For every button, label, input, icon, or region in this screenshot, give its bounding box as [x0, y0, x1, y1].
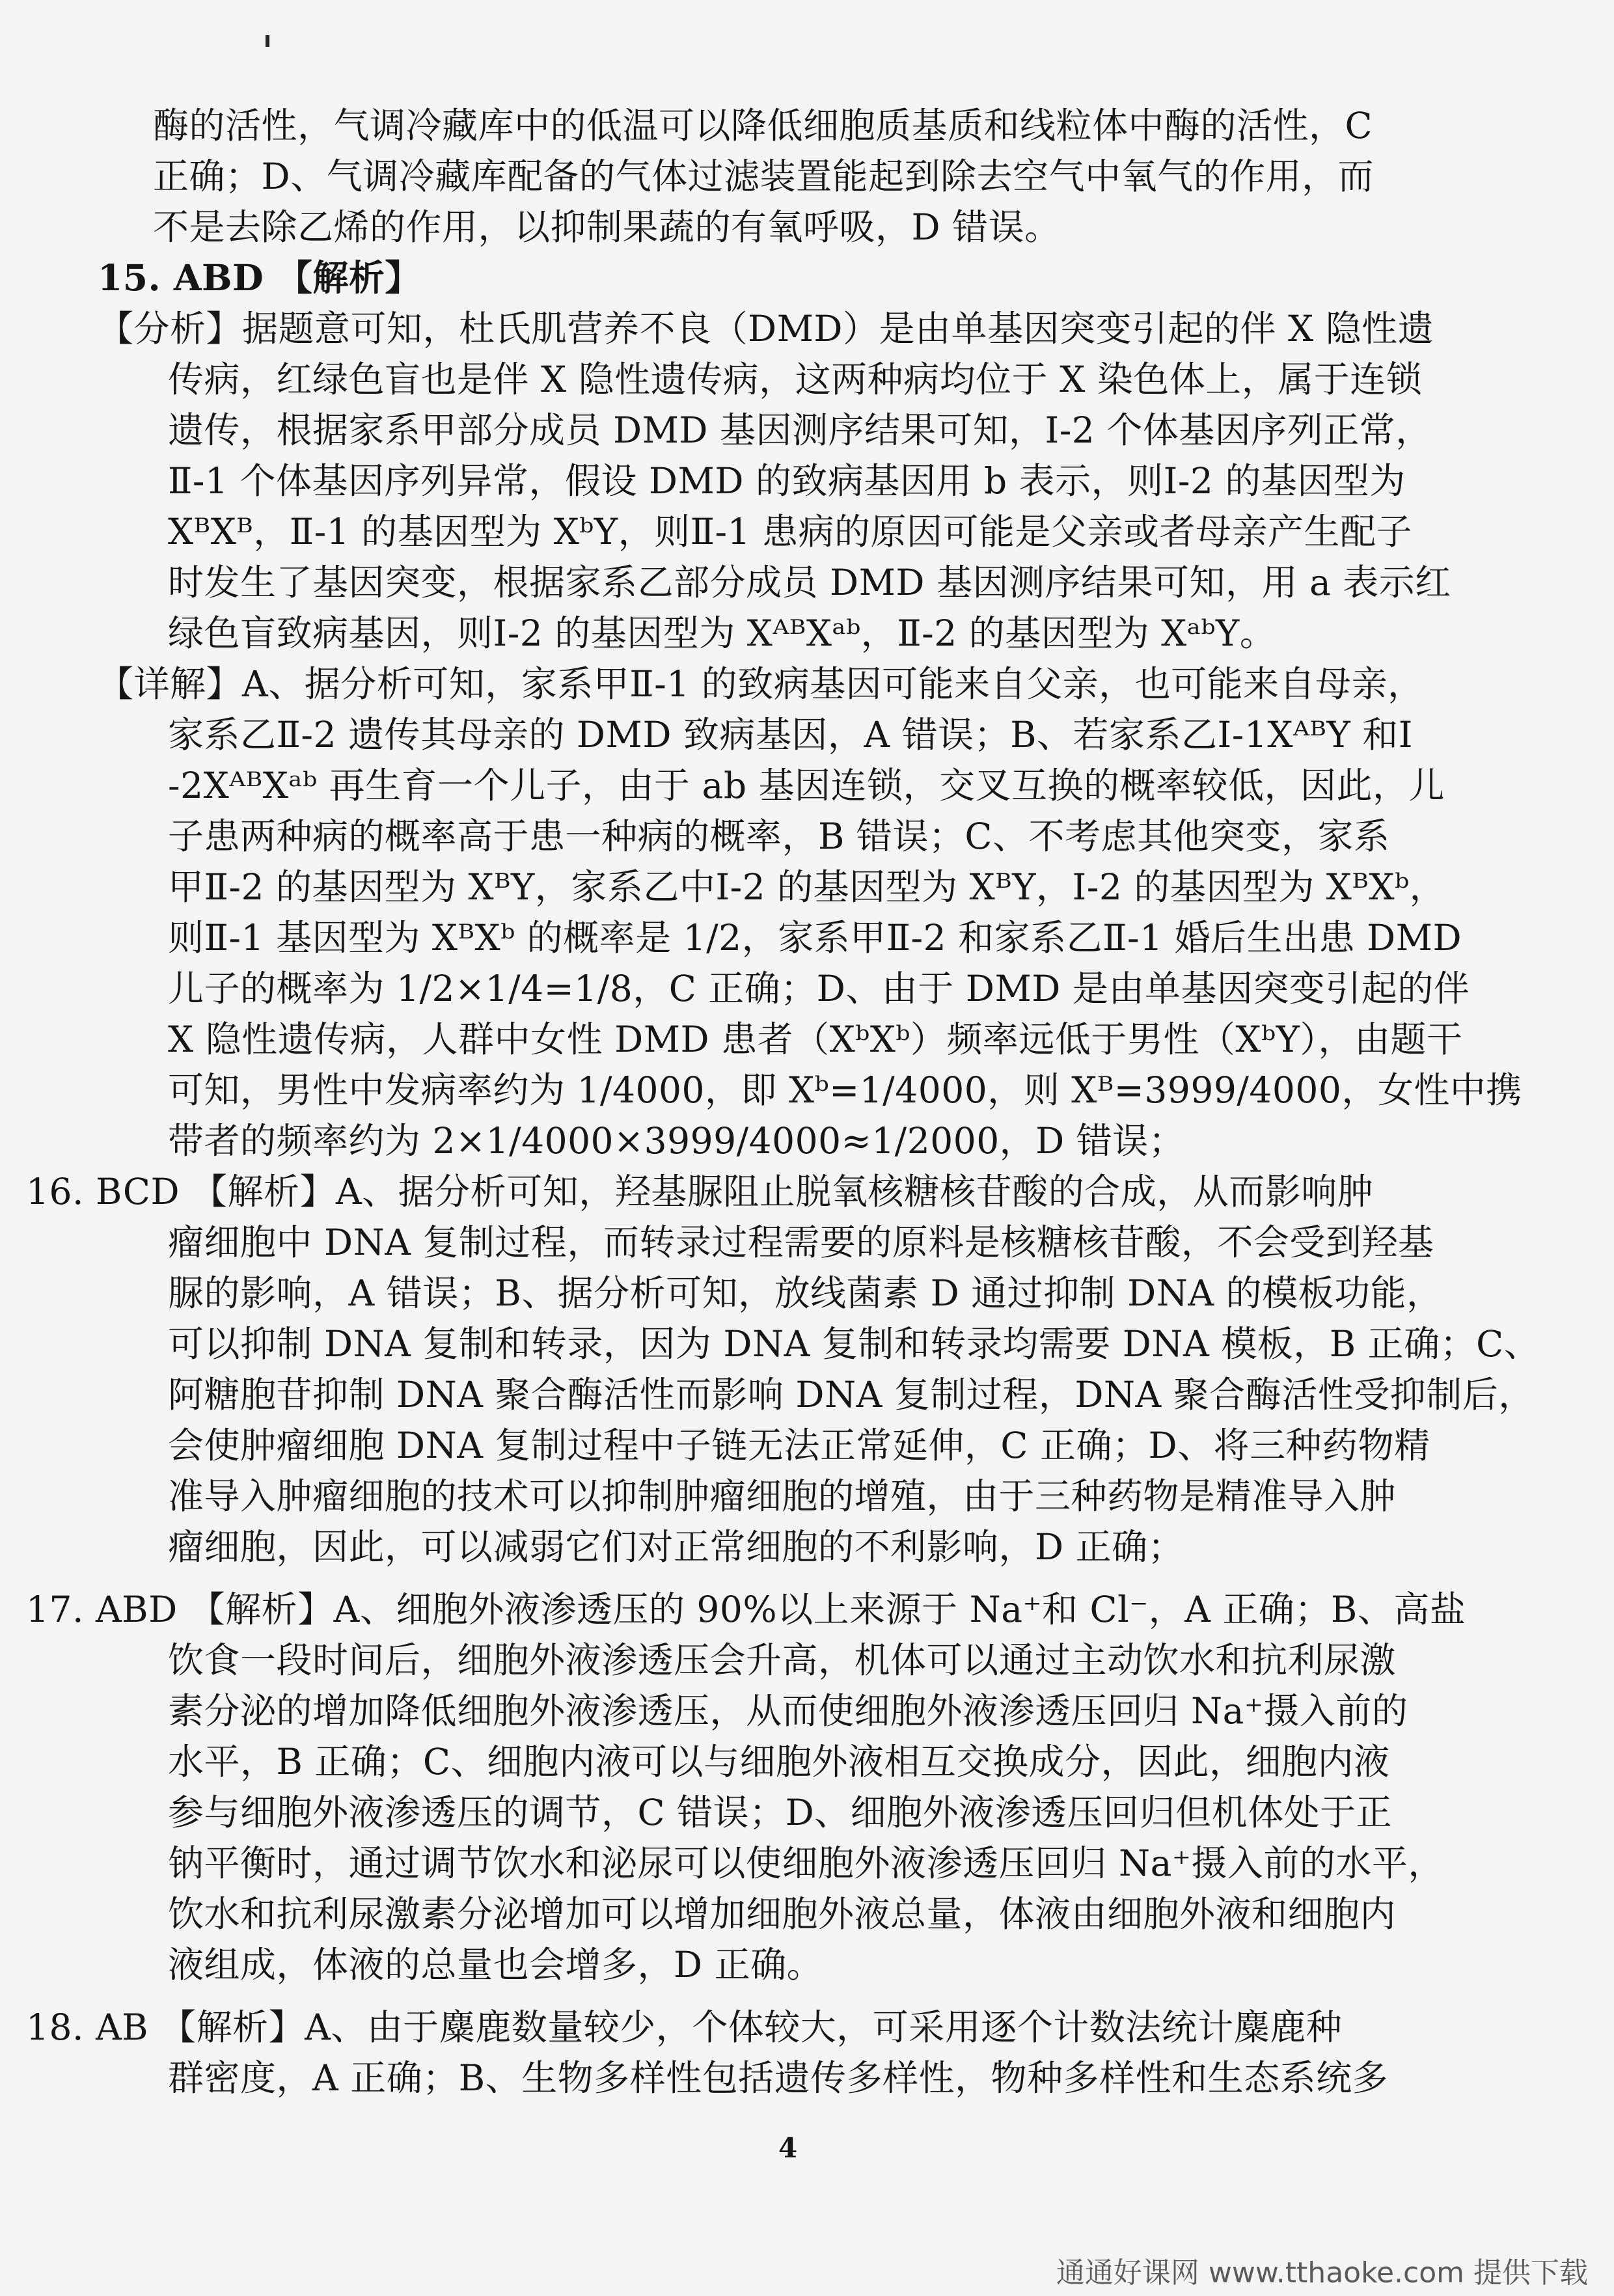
text-line: 正确；D、气调冷藏库配备的气体过滤装置能起到除去空气中氧气的作用，而	[153, 156, 1375, 197]
text-line: 脲的影响，A 错误；B、据分析可知，放线菌素 D 通过抑制 DNA 的模板功能，	[168, 1272, 1443, 1314]
text-line: 阿糖胞苷抑制 DNA 聚合酶活性而影响 DNA 复制过程，DNA 聚合酶活性受抑制后，	[168, 1374, 1535, 1415]
text-line: 带者的频率约为 2×1/4000×3999/4000≈1/2000，D 错误；	[168, 1120, 1185, 1162]
text-line: 酶的活性，气调冷藏库中的低温可以降低细胞质基质和线粒体中酶的活性，C	[153, 105, 1373, 146]
text-line: 会使肿瘤细胞 DNA 复制过程中子链无法正常延伸，C 正确；D、将三种药物精	[168, 1425, 1430, 1466]
text-line: 参与细胞外液渗透压的调节，C 错误；D、细胞外液渗透压回归但机体处于正	[168, 1792, 1393, 1833]
text-line: 饮食一段时间后，细胞外液渗透压会升高，机体可以通过主动饮水和抗利尿激	[168, 1639, 1397, 1681]
text-line: 可知，男性中发病率约为 1/4000，即 Xᵇ=1/4000，则 Xᴮ=3999/4000，女性中携	[168, 1069, 1522, 1111]
text-line: 饮水和抗利尿激素分泌增加可以增加细胞外液总量，体液由细胞外液和细胞内	[168, 1893, 1397, 1935]
text-line: 瘤细胞，因此，可以减弱它们对正常细胞的不利影响，D 正确；	[168, 1526, 1184, 1568]
answer-16-heading: 16. BCD 【解析】A、据分析可知，羟基脲阻止脱氧核糖核苷酸的合成，从而影响肿	[26, 1171, 1374, 1212]
text-line: 甲Ⅱ-2 的基因型为 XᴮY，家系乙中Ⅰ-2 的基因型为 XᴮY，Ⅰ-2 的基因型为 XᴮXᵇ，	[168, 866, 1446, 908]
answer-17-heading: 17. ABD 【解析】A、细胞外液渗透压的 90%以上来源于 Na⁺和 Cl⁻，A 正确；B、高盐	[26, 1589, 1466, 1630]
text-line: 儿子的概率为 1/2×1/4=1/8，C 正确；D、由于 DMD 是由单基因突变引起的伴	[168, 968, 1470, 1009]
page-number: 4	[778, 2132, 798, 2164]
text-line: 遗传，根据家系甲部分成员 DMD 基因测序结果可知，Ⅰ-2 个体基因序列正常，	[168, 409, 1432, 451]
text-line: 钠平衡时，通过调节饮水和泌尿可以使细胞外液渗透压回归 Na⁺摄入前的水平，	[168, 1842, 1444, 1884]
text-line: 素分泌的增加降低细胞外液渗透压，从而使细胞外液渗透压回归 Na⁺摄入前的	[168, 1690, 1408, 1732]
text-line: 则Ⅱ-1 基因型为 XᴮXᵇ 的概率是 1/2，家系甲Ⅱ-2 和家系乙Ⅱ-1 婚后生出患 DMD	[168, 917, 1462, 959]
text-line: 时发生了基因突变，根据家系乙部分成员 DMD 基因测序结果可知，用 a 表示红	[168, 562, 1451, 603]
text-line: 准导入肿瘤细胞的技术可以抑制肿瘤细胞的增殖，由于三种药物是精准导入肿	[168, 1475, 1397, 1517]
text-line: 【分析】据题意可知，杜氏肌营养不良（DMD）是由单基因突变引起的伴 X 隐性遗	[98, 308, 1434, 349]
text-line: XᴮXᴮ，Ⅱ-1 的基因型为 XᵇY，则Ⅱ-1 患病的原因可能是父亲或者母亲产生配子	[168, 511, 1413, 553]
text-line: -2XᴬᴮXᵃᵇ 再生育一个儿子，由于 ab 基因连锁，交叉互换的概率较低，因此，儿	[168, 765, 1445, 806]
text-line: 家系乙Ⅱ-2 遗传其母亲的 DMD 致病基因，A 错误；B、若家系乙Ⅰ-1XᴬᴮY 和Ⅰ	[168, 714, 1413, 756]
text-line: 群密度，A 正确；B、生物多样性包括遗传多样性，物种多样性和生态系统多	[168, 2057, 1389, 2099]
text-line: 传病，红绿色盲也是伴 X 隐性遗传病，这两种病均位于 X 染色体上，属于连锁	[168, 359, 1423, 400]
text-line: X 隐性遗传病，人群中女性 DMD 患者（XᵇXᵇ）频率远低于男性（XᵇY），由题干	[168, 1018, 1463, 1060]
text-line: 子患两种病的概率高于患一种病的概率，B 错误；C、不考虑其他突变，家系	[168, 815, 1390, 857]
text-line: 可以抑制 DNA 复制和转录，因为 DNA 复制和转录均需要 DNA 模板，B 正确；C、	[168, 1323, 1540, 1365]
text-line: 【详解】A、据分析可知，家系甲Ⅱ-1 的致病基因可能来自父亲，也可能来自母亲，	[98, 663, 1424, 705]
text-line: Ⅱ-1 个体基因序列异常，假设 DMD 的致病基因用 b 表示，则Ⅰ-2 的基因型为	[168, 460, 1406, 502]
answer-18-heading: 18. AB 【解析】A、由于麋鹿数量较少，个体较大，可采用逐个计数法统计麋鹿种	[26, 2006, 1343, 2048]
answer-15-heading: 15. ABD 【解析】	[98, 256, 421, 299]
text-line: 液组成，体液的总量也会增多，D 正确。	[168, 1944, 823, 1986]
text-line: 瘤细胞中 DNA 复制过程，而转录过程需要的原料是核糖核苷酸，不会受到羟基	[168, 1222, 1434, 1263]
watermark-footer: 通通好课网 www.tthaoke.com 提供下载	[1056, 2256, 1588, 2289]
text-line: 水平，B 正确；C、细胞内液可以与细胞外液相互交换成分，因此，细胞内液	[168, 1741, 1390, 1783]
scan-mark	[266, 35, 269, 47]
text-line: 不是去除乙烯的作用，以抑制果蔬的有氧呼吸，D 错误。	[153, 206, 1061, 248]
text-line: 绿色盲致病基因，则Ⅰ-2 的基因型为 XᴬᴮXᵃᵇ，Ⅱ-2 的基因型为 XᵃᵇY。	[168, 612, 1276, 654]
